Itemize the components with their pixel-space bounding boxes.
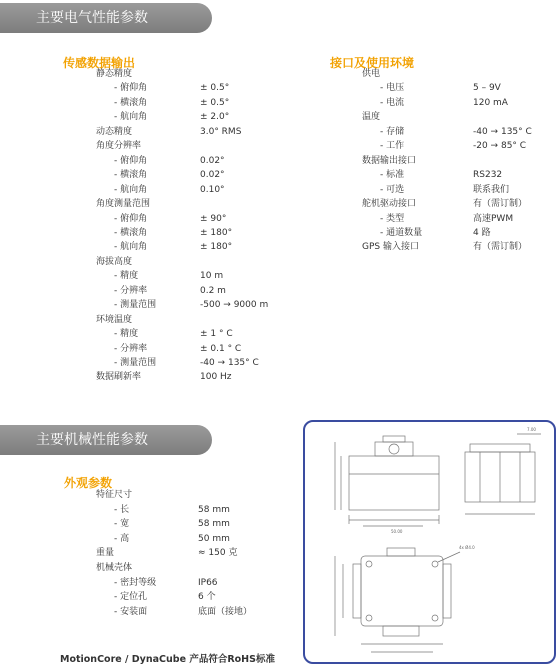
spec-label: - 存储 (380, 126, 405, 137)
spec-label: 环境温度 (96, 314, 133, 325)
mechanical-drawing (305, 422, 554, 662)
spec-value: 100 Hz (200, 372, 232, 383)
mechanical-drawing-frame (303, 420, 556, 664)
spec-value: 底面（接地） (198, 606, 253, 617)
spec-label: - 俯仰角 (114, 213, 148, 224)
spec-value: 58 mm (198, 519, 230, 530)
spec-value: 0.2 m (200, 285, 226, 296)
mount-hole-3 (366, 615, 372, 621)
spec-label: - 宽 (114, 519, 130, 530)
spec-value: ± 0.5° (200, 83, 230, 94)
spec-value: 0.02° (200, 170, 225, 181)
top-view-connector (383, 626, 419, 636)
spec-value: 0.02° (200, 155, 225, 166)
spec-label: 温度 (362, 112, 381, 123)
spec-value: 58 mm (198, 504, 230, 515)
spec-value: ± 180° (200, 227, 233, 238)
mechanical-section-banner: 主要机械性能参数 (0, 425, 212, 455)
mount-hole-1 (366, 561, 372, 567)
rohs-footer-note: MotionCore / DynaCube 产品符合RoHS标准 (60, 654, 275, 665)
spec-value: RS232 (473, 170, 503, 181)
spec-label: - 俯仰角 (114, 155, 148, 166)
spec-label: - 横滚角 (114, 170, 148, 181)
spec-label: - 航向角 (114, 184, 148, 195)
spec-label: - 电流 (380, 97, 405, 108)
spec-label: - 俯仰角 (114, 83, 148, 94)
spec-label: - 电压 (380, 83, 405, 94)
spec-label: - 横滚角 (114, 97, 148, 108)
spec-value: ± 0.5° (200, 97, 230, 108)
spec-label: 供电 (362, 69, 381, 79)
spec-label: 舵机驱动接口 (362, 199, 417, 210)
spec-label: 动态精度 (96, 126, 133, 137)
spec-label: - 航向角 (114, 242, 148, 253)
spec-value: ± 2.0° (200, 112, 230, 123)
spec-value: 5 – 9V (473, 83, 501, 94)
spec-value: 50 mm (198, 533, 230, 544)
spec-label: 特征尺寸 (96, 490, 133, 500)
spec-label: 数据输出接口 (362, 155, 417, 166)
spec-label: - 可选 (380, 184, 405, 195)
dim-top-label: 7.00 (527, 427, 536, 432)
spec-value: ± 90° (200, 213, 227, 224)
spec-label: - 航向角 (114, 112, 148, 123)
spec-label: - 工作 (380, 141, 405, 152)
spec-label: - 通道数量 (380, 227, 423, 238)
spec-value: 有（需订制） (473, 242, 528, 253)
spec-label: - 类型 (380, 213, 405, 224)
spec-value: 有（需订制） (473, 199, 528, 210)
spec-label: 机械壳体 (96, 563, 133, 573)
spec-value: 3.0° RMS (200, 126, 242, 137)
spec-label: 数据刷新率 (96, 372, 142, 383)
spec-label: - 长 (114, 504, 130, 515)
side-view-body (349, 456, 439, 510)
spec-value: 120 mA (473, 97, 508, 108)
spec-value: -20 → 85° C (473, 141, 527, 152)
spec-value: ± 1 ° C (200, 329, 233, 340)
appearance-params-title: 外观参数 (64, 476, 113, 490)
spec-value: -40 → 135° C (200, 358, 259, 368)
spec-value: -500 → 9000 m (200, 300, 269, 311)
interface-env-title: 接口及使用环境 (330, 56, 415, 70)
spec-label: 角度测量范围 (96, 199, 151, 210)
spec-label: - 安装面 (114, 606, 148, 617)
spec-label: 重量 (96, 548, 115, 559)
spec-label: - 标准 (380, 170, 405, 181)
spec-value: ≈ 150 克 (198, 548, 238, 559)
top-view-body (361, 556, 443, 626)
spec-value: -40 → 135° C (473, 126, 532, 137)
spec-label: - 分辨率 (114, 285, 148, 296)
spec-label: GPS 输入接口 (362, 242, 419, 253)
spec-value: 6 个 (198, 592, 216, 603)
spec-label: 静态精度 (96, 69, 133, 79)
spec-label: - 定位孔 (114, 592, 148, 603)
spec-label: - 密封等级 (114, 577, 157, 588)
spec-label: - 分辨率 (114, 343, 148, 354)
spec-value: IP66 (198, 577, 218, 588)
spec-label: 海拔高度 (96, 256, 133, 267)
connector-circle (389, 444, 399, 454)
spec-value: 4 路 (473, 227, 491, 238)
spec-label: - 高 (114, 533, 130, 544)
spec-value: 联系我们 (473, 184, 510, 195)
spec-value: 0.10° (200, 184, 225, 195)
spec-label: - 测量范围 (114, 300, 157, 311)
sensor-output-title: 传感数据输出 (63, 56, 136, 70)
mount-hole-4 (432, 615, 438, 621)
spec-label: - 精度 (114, 329, 139, 340)
hole-note-label: 4x Ø4.0 (459, 545, 475, 550)
spec-label: 角度分辨率 (96, 141, 142, 152)
electrical-section-banner: 主要电气性能参数 (0, 3, 212, 33)
spec-value: 高速PWM (473, 213, 514, 224)
dim-bottom-label: 50.00 (391, 529, 403, 534)
spec-label: - 精度 (114, 271, 139, 282)
spec-value: ± 180° (200, 242, 233, 253)
spec-value: ± 0.1 ° C (200, 343, 242, 354)
spec-value: 10 m (200, 271, 224, 282)
mount-hole-2 (432, 561, 438, 567)
spec-label: - 横滚角 (114, 227, 148, 238)
spec-label: - 测量范围 (114, 358, 157, 368)
